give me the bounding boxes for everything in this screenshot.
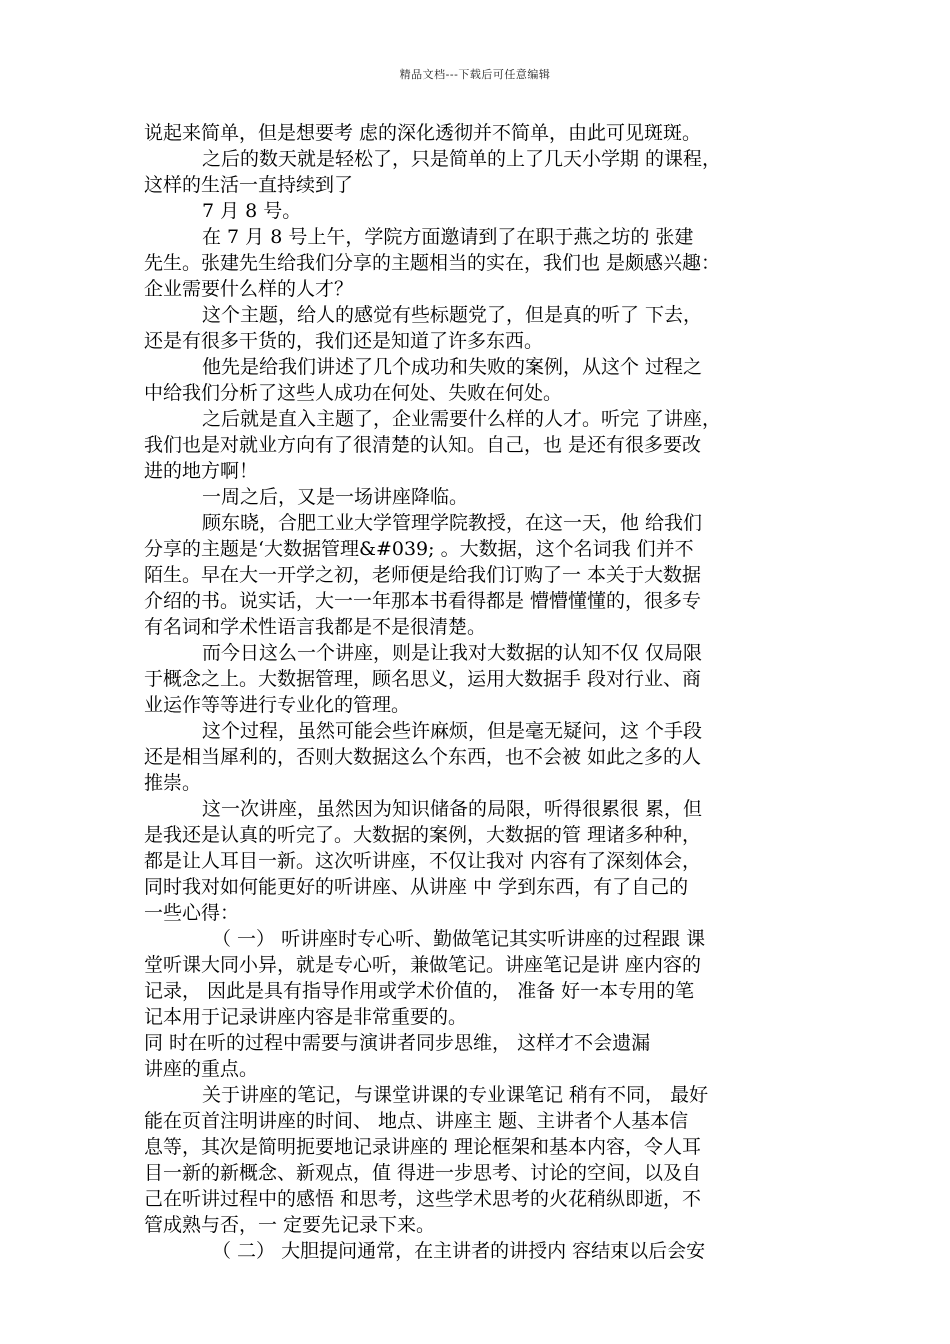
text-line: 先生。张建先生给我们分享的主题相当的实在，我们也 是颇感兴趣： bbox=[144, 252, 721, 274]
text-line: 他先是给我们讲述了几个成功和失败的案例，从这个 过程之 bbox=[202, 356, 703, 378]
text-line: 推崇。 bbox=[144, 772, 202, 794]
text-line: 同 时在听的过程中需要与演讲者同步思维， 这样才不会遗漏 bbox=[144, 1032, 651, 1054]
text-line: 堂听课大同小异，就是专心听，兼做笔记。讲座笔记是讲 座内容的 bbox=[144, 954, 702, 976]
text-line: 这个主题，给人的感觉有些标题党了，但是真的听了 下去， bbox=[202, 304, 703, 326]
text-line: 进的地方啊！ bbox=[144, 460, 259, 482]
text-line: 关于讲座的笔记，与课堂讲课的专业课笔记 稍有不同， 最好 bbox=[202, 1084, 709, 1106]
text-line: 之后的数天就是轻松了，只是简单的上了几天小学期 的课程， bbox=[202, 148, 722, 170]
text-line: （ 一） 听讲座时专心听、勤做笔记其实听讲座的过程跟 课 bbox=[212, 928, 706, 950]
text-line: 分享的主题是‘大数据管理&#039; 。大数据，这个名词我 们并不 bbox=[144, 538, 694, 560]
text-line: 这样的生活一直持续到了 bbox=[144, 174, 354, 196]
text-line: 业运作等等进行专业化的管理。 bbox=[144, 694, 411, 716]
text-line: 说起来简单，但是想要考 虑的深化透彻并不简单，由此可见斑斑。 bbox=[144, 122, 702, 144]
text-line: 介绍的书。说实话，大一一年那本书看得都是 懵懵懂懂的，很多专 bbox=[144, 590, 702, 612]
document-body bbox=[144, 120, 812, 1264]
text-line: 都是让人耳目一新。这次听讲座，不仅让我对 内容有了深刻体会， bbox=[144, 850, 702, 872]
text-line: 同时我对如何能更好的听讲座、从讲座 中 学到东西，有了自己的 bbox=[144, 876, 689, 898]
text-line: 中给我们分析了这些人成功在何处、失败在何处。 bbox=[144, 382, 563, 404]
text-line: 而今日这么一个讲座，则是让我对大数据的认知不仅 仅局限 bbox=[202, 642, 703, 664]
text-line: 在 7 月 8 号上午，学院方面邀请到了在职于燕之坊的 张建 bbox=[202, 226, 694, 248]
text-line: 记本用于记录讲座内容是非常重要的。 bbox=[144, 1006, 468, 1028]
text-line: 还是有很多干货的，我们还是知道了许多东西。 bbox=[144, 330, 544, 352]
text-line: 己在听讲过程中的感悟 和思考，这些学术思考的火花稍纵即逝，不 bbox=[144, 1188, 702, 1210]
text-line: 是我还是认真的听完了。大数据的案例，大数据的管 理诸多种种， bbox=[144, 824, 702, 846]
text-line: 管成熟与否，一 定要先记录下来。 bbox=[144, 1214, 436, 1236]
text-line: 还是相当犀利的，否则大数据这么个东西，也不会被 如此之多的人 bbox=[144, 746, 702, 768]
text-line: 我们也是对就业方向有了很清楚的认知。自己，也 是还有很多要改 bbox=[144, 434, 702, 456]
text-line: 陌生。早在大一开学之初，老师便是给我们订购了一 本关于大数据 bbox=[144, 564, 702, 586]
text-line: 企业需要什么样的人才？ bbox=[144, 278, 354, 300]
text-line: 这个过程，虽然可能会些许麻烦，但是毫无疑问，这 个手段 bbox=[202, 720, 703, 742]
text-line: 记录， 因此是具有指导作用或学术价值的， 准备 好一本专用的笔 bbox=[144, 980, 695, 1002]
text-line: 讲座的重点。 bbox=[144, 1058, 259, 1080]
text-line: 能在页首注明讲座的时间、 地点、讲座主 题、主讲者个人基本信 bbox=[144, 1110, 689, 1132]
text-line: 这一次讲座，虽然因为知识储备的局限，听得很累很 累，但 bbox=[202, 798, 703, 820]
text-line: 一些心得： bbox=[144, 902, 240, 924]
text-line: 于概念之上。大数据管理，顾名思义，运用大数据手 段对行业、商 bbox=[144, 668, 702, 690]
text-line: 有名词和学术性语言我都是不是很清楚。 bbox=[144, 616, 487, 638]
text-line: 目一新的新概念、新观点，值 得进一步思考、讨论的空间，以及自 bbox=[144, 1162, 702, 1184]
text-line: 一周之后，又是一场讲座降临。 bbox=[202, 486, 469, 508]
text-line: 息等，其次是简明扼要地记录讲座的 理论框架和基本内容，令人耳 bbox=[144, 1136, 702, 1158]
text-line: 7 月 8 号。 bbox=[202, 200, 302, 222]
text-line: 顾东晓，合肥工业大学管理学院教授，在这一天，他 给我们 bbox=[202, 512, 703, 534]
text-line: 之后就是直入主题了，企业需要什么样的人才。听完 了讲座， bbox=[202, 408, 722, 430]
page-header: 精品文档---下载后可任意编辑 bbox=[399, 68, 551, 81]
text-line: （ 二） 大胆提问通常，在主讲者的讲授内 容结束以后会安 bbox=[212, 1240, 706, 1262]
